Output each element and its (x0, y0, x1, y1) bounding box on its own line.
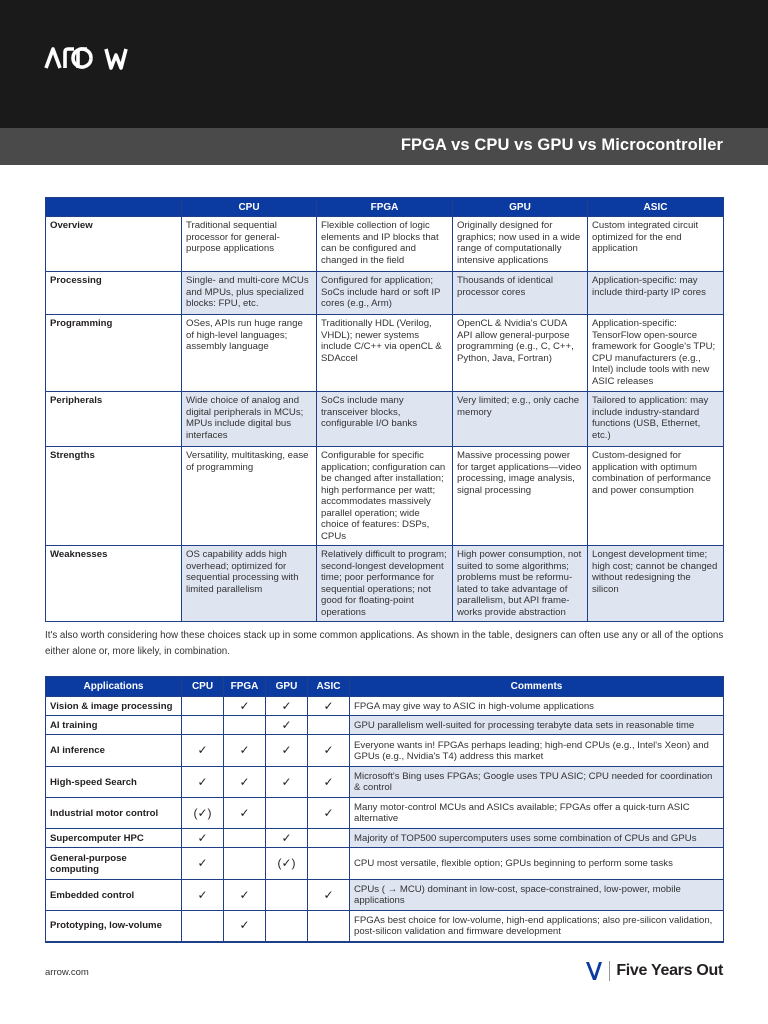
check-mark: ✓ (266, 829, 308, 848)
table-row (46, 392, 724, 447)
comment-cell: Microsoft's Bing uses FPGAs; Google uses TPU ASIC; CPU needed for coordination & control (350, 767, 724, 798)
check-mark: ✓ (308, 767, 350, 798)
comment-cell: CPUs ( → MCU) dominant in low-cost, space-constrained, low-power, mobile applications (350, 880, 724, 911)
page-title: FPGA vs CPU vs GPU vs Microcontroller (400, 136, 723, 154)
check-mark (308, 911, 350, 942)
table-row (46, 767, 724, 798)
comment-cell: Everyone wants in! FPGAs perhaps leading; high-end CPUs (e.g., Intel's Xeon) and GPUs (e.g., Nvidia's T4) address this market (350, 735, 724, 767)
application-label: AI inference (46, 735, 182, 767)
applications-header-cell: CPU (182, 677, 224, 697)
table-cell: OS capability adds high overhead; optimized for sequential processing with limited parallelism (182, 546, 317, 622)
applications-header-cell: Comments (350, 677, 724, 697)
table-row (46, 315, 724, 392)
table-row (46, 546, 724, 622)
row-label: Peripherals (46, 392, 182, 447)
application-label: Vision & image processing (46, 697, 182, 716)
check-mark (224, 848, 266, 880)
check-mark: ✓ (224, 697, 266, 716)
applications-header-cell: FPGA (224, 677, 266, 697)
check-mark: ✓ (308, 735, 350, 767)
row-label: Programming (46, 315, 182, 392)
check-mark: (✓) (266, 848, 308, 880)
table-row (46, 716, 724, 735)
comparison-header-cell: FPGA (317, 198, 453, 217)
applications-header-row (46, 677, 724, 697)
check-mark (224, 716, 266, 735)
row-label: Processing (46, 272, 182, 315)
row-label: Weaknesses (46, 546, 182, 622)
table-row (46, 798, 724, 829)
check-mark (266, 911, 308, 942)
check-mark: ✓ (182, 829, 224, 848)
check-mark: ✓ (224, 911, 266, 942)
brand-divider (609, 961, 610, 981)
table-cell: Tailored to application: may include industry-standard functions (USB, Ethernet, etc.) (588, 392, 724, 447)
table-cell: Single- and multi-core MCUs and MPUs, plus specialized blocks: FPU, etc. (182, 272, 317, 315)
comment-cell: GPU parallelism well-suited for processing terabyte data sets in reasonable time (350, 716, 724, 735)
comparison-header-cell: ASIC (588, 198, 724, 217)
table-cell: OSes, APIs run huge range of high-level languages; assembly language (182, 315, 317, 392)
check-mark: ✓ (224, 767, 266, 798)
footer-link[interactable]: arrow.com (45, 967, 89, 978)
row-label: Strengths (46, 447, 182, 546)
check-mark (266, 880, 308, 911)
table-cell: Massive processing power for target applications—video processing, image analysis, signal processing (453, 447, 588, 546)
check-mark: ✓ (224, 798, 266, 829)
table-cell: Originally designed for graphics; now used in a wide range of computationally intensive applications (453, 217, 588, 272)
table-cell: Traditional sequential processor for general-purpose applications (182, 217, 317, 272)
table-cell: Thousands of identical processor cores (453, 272, 588, 315)
table-row (46, 848, 724, 880)
application-label: High-speed Search (46, 767, 182, 798)
table-row (46, 880, 724, 911)
check-mark: (✓) (182, 798, 224, 829)
check-mark: ✓ (308, 697, 350, 716)
check-mark: ✓ (224, 880, 266, 911)
row-label: Overview (46, 217, 182, 272)
check-mark: ✓ (224, 735, 266, 767)
comparison-header-cell: GPU (453, 198, 588, 217)
application-label: Prototyping, low-volume (46, 911, 182, 942)
table-cell: Very limited; e.g., only cache memory (453, 392, 588, 447)
check-mark (308, 848, 350, 880)
table-row (46, 697, 724, 716)
check-mark (308, 829, 350, 848)
comment-cell: Many motor-control MCUs and ASICs available; FPGAs offer a quick-turn ASIC alternative (350, 798, 724, 829)
table-row (46, 735, 724, 767)
check-mark (224, 829, 266, 848)
check-mark (182, 911, 224, 942)
application-label: General-purpose computing (46, 848, 182, 880)
arrow-logo (44, 46, 142, 70)
check-mark: ✓ (266, 767, 308, 798)
table-cell: Application-specific: TensorFlow open-source framework for Google's TPU; CPU manufacturers (e.g., Intel) include tools with new ASIC releases (588, 315, 724, 392)
check-mark: ✓ (266, 697, 308, 716)
check-mark (182, 716, 224, 735)
check-mark (308, 716, 350, 735)
comment-cell: FPGA may give way to ASIC in high-volume applications (350, 697, 724, 716)
table-row (46, 272, 724, 315)
application-label: Supercomputer HPC (46, 829, 182, 848)
applications-table (45, 676, 724, 943)
table-row (46, 447, 724, 546)
table-cell: Custom-designed for application with optimum combination of performance and power consumption (588, 447, 724, 546)
comparison-header-cell (46, 198, 182, 217)
application-label: Industrial motor control (46, 798, 182, 829)
table-cell: Versatility, multitasking, ease of programming (182, 447, 317, 546)
check-mark: ✓ (266, 716, 308, 735)
five-years-out-brand (583, 960, 723, 982)
table-row (46, 829, 724, 848)
applications-header-cell: Applications (46, 677, 182, 697)
check-mark: ✓ (182, 848, 224, 880)
brand-tagline: Five Years Out (616, 962, 723, 979)
arrow-v-icon (583, 960, 605, 982)
table-cell: Flexible collection of logic elements and IP blocks that can be configured and changed in the field (317, 217, 453, 272)
table-cell: Configurable for specific application; configuration can be changed after installation; high performance per watt; accommodates massively parallel operation; wide choice of features: DSPs, CPUs (317, 447, 453, 546)
table-cell: Application-specific: may include third-party IP cores (588, 272, 724, 315)
check-mark: ✓ (308, 880, 350, 911)
check-mark: ✓ (182, 735, 224, 767)
table-cell: Traditionally HDL (Verilog, VHDL); newer systems include C/C++ via openCL & SDAccel (317, 315, 453, 392)
check-mark: ✓ (308, 798, 350, 829)
table-cell: High power consumption, not suited to some algorithms; problems must be reformu-lated to take advantage of parallelism, but API frame-works provide abstraction (453, 546, 588, 622)
comparison-header-row (46, 198, 724, 217)
check-mark: ✓ (182, 880, 224, 911)
table-cell: Longest development time; high cost; cannot be changed without redesigning the silicon (588, 546, 724, 622)
table-cell: OpenCL & Nvidia's CUDA API allow general-purpose programming (e.g., C, C++, Python, Java, Fortran) (453, 315, 588, 392)
check-mark (182, 697, 224, 716)
table-cell: SoCs include many transceiver blocks, configurable I/O banks (317, 392, 453, 447)
comparison-table (45, 197, 724, 622)
comment-cell: FPGAs best choice for low-volume, high-end applications; also pre-silicon validation, post-silicon validation and firmware development (350, 911, 724, 942)
table-cell: Wide choice of analog and digital peripherals in MCUs; MPUs include digital bus interfaces (182, 392, 317, 447)
table-cell: Configured for application; SoCs include hard or soft IP cores (e.g., Arm) (317, 272, 453, 315)
check-mark: ✓ (266, 735, 308, 767)
check-mark: ✓ (182, 767, 224, 798)
table-cell: Custom integrated circuit optimized for the end application (588, 217, 724, 272)
application-label: Embedded control (46, 880, 182, 911)
application-label: AI training (46, 716, 182, 735)
applications-header-cell: ASIC (308, 677, 350, 697)
comment-cell: CPU most versatile, flexible option; GPUs beginning to perform some tasks (350, 848, 724, 880)
intro-paragraph: It's also worth considering how these choices stack up in some common applications. As shown in the table, designers can often use any or all of the options either alone or, more likely, in combination. (45, 630, 724, 657)
comment-cell: Majority of TOP500 supercomputers uses some combination of CPUs and GPUs (350, 829, 724, 848)
comparison-header-cell: CPU (182, 198, 317, 217)
check-mark (266, 798, 308, 829)
table-row (46, 217, 724, 272)
table-cell: Relatively difficult to program; second-longest development time; poor performance for sequential operations; not good for floating-point operations (317, 546, 453, 622)
applications-header-cell: GPU (266, 677, 308, 697)
table-row (46, 911, 724, 942)
